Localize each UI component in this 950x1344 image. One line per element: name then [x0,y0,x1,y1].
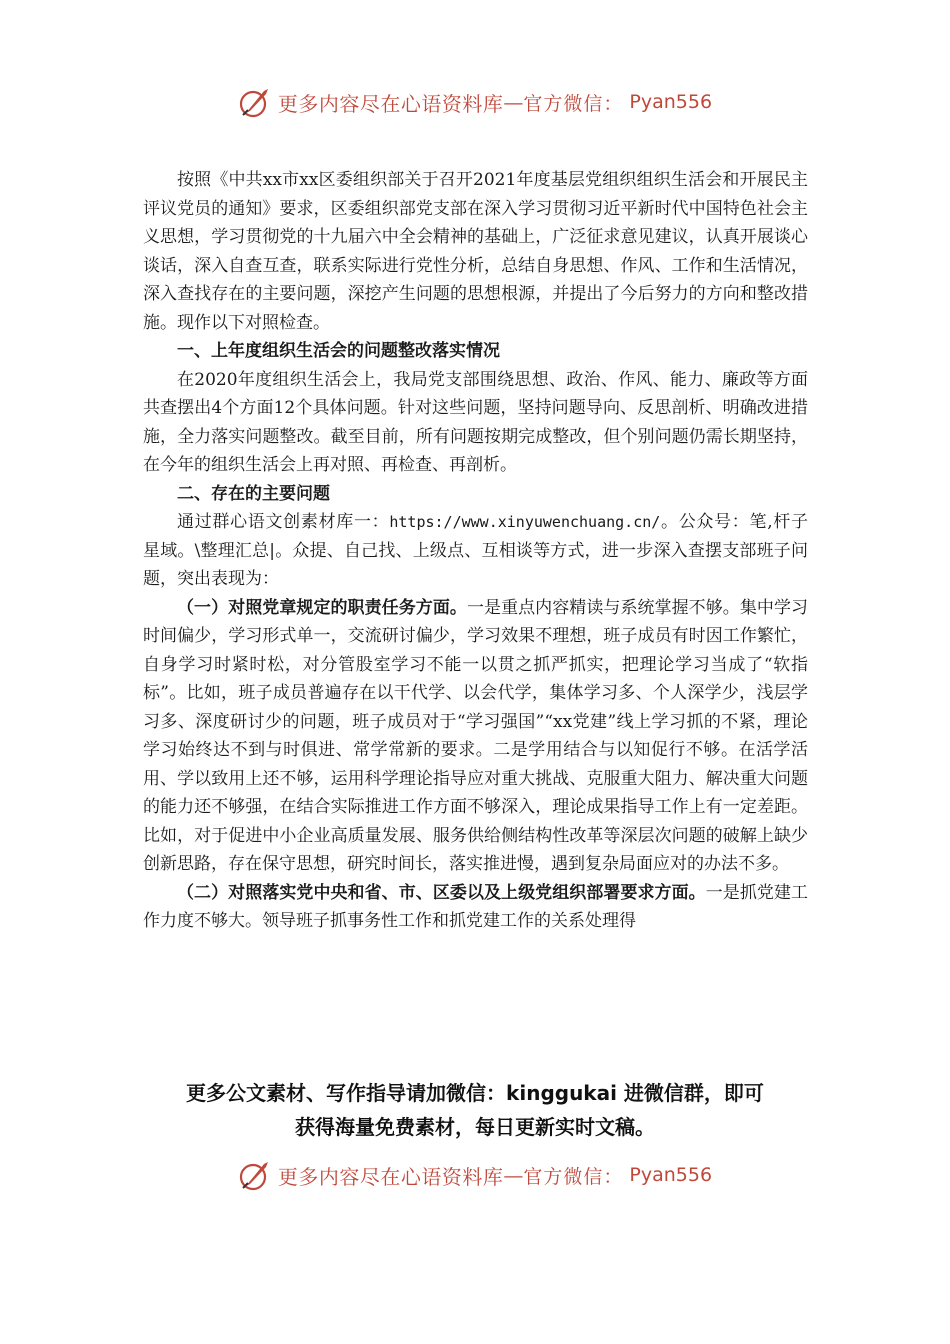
quill-logo-icon [238,1158,272,1192]
source-url: https://www.xinyuwenchuang.cn/ [389,513,661,531]
source-text: 通过群心语文创素材库一： [177,512,390,532]
section-2-paragraph [143,508,808,594]
banner-wechat-label: 官方微信： [523,1165,624,1188]
footer-banner [0,1153,950,1197]
banner-site-name: 更多内容尽在心语资料库 [277,91,504,116]
header-banner [0,80,950,124]
item-2-paragraph [143,879,808,936]
banner-separator: — [503,90,524,114]
section-heading-1: 一、上年度组织生活会的问题整改落实情况 [177,341,500,361]
section-1-paragraph: 在2020年度组织生活会上，我局党支部围绕思想、政治、作风、能力、廉政等方面共查摆出4个方面12个具体问题。针对这些问题，坚持问题导向、反思剖析、明确改进措施，全力落实问题整改。截至目前，所有问题按期完成整改，但个别问题仍需长期坚持，在今年的组织生活会上再对照、再检查、再剖析。 [143,369,808,475]
item-1-title: （一）对照党章规定的职责任务方面。 [177,597,467,618]
source-text-cont: 。公众号：笔,杆子星域。\整理汇总|。众提、自己找、上级点、互相谈等方式，进一步深入查摆支部班子问题，突出表现为： [143,512,808,589]
banner-wechat-id: Pyan556 [629,91,713,113]
document-body [143,166,808,936]
promo-line-1: 更多公文素材、写作指导请加微信：kinggukai 进微信群，即可 [186,1081,764,1105]
banner-site-name: 更多内容尽在心语资料库 [277,1164,504,1189]
item-1-body: 一是重点内容精读与系统掌握不够。集中学习时间偏少，学习形式单一，交流研讨偏少，学习效果不理想，班子成员有时因工作繁忙，自身学习时紧时松，对分管股室学习不能一以贯之抓严抓实，把理论学习当成了“软指标”。比如，班子成员普遍存在以干代学、以会代学，集体学习多、个人深学少，浅层学习多、深度研讨少的问题，班子成员对于“学习强国”“xx党建”线上学习抓的不紧，理论学习始终达不到与时俱进、常学常新的要求。二是学用结合与以知促行不够。在活学活用、学以致用上还不够，运用科学理论指导应对重大挑战、克服重大阻力、解决重大问题的能力还不够强，在结合实际推进工作方面不够深入，理论成果指导工作上有一定差距。比如，对于促进中小企业高质量发展、服务供给侧结构性改革等深层次问题的破解上缺少创新思路，存在保守思想，研究时间长，落实推进慢，遇到复杂局面应对的办法不多。 [143,597,809,874]
section-heading-2: 二、存在的主要问题 [177,483,330,504]
banner-separator: — [503,1163,524,1187]
intro-paragraph: 按照《中共xx市xx区委组织部关于召开2021年度基层党组织组织生活会和开展民主评议党员的通知》要求，区委组织部党支部在深入学习贯彻习近平新时代中国特色社会主义思想，学习贯彻党的十九届六中全会精神的基础上，广泛征求意见建议，认真开展谈心谈话，深入自查互查，联系实际进行党性分析，总结自身思想、作风、工作和生活情况，深入查找存在的主要问题，深挖产生问题的思想根源，并提出了今后努力的方向和整改措施。现作以下对照检查。 [143,170,808,333]
item-2-body: 一是抓党建工作力度不够大。领导班子抓事务性工作和抓党建工作的关系处理得 [143,882,809,931]
quill-logo-icon [238,85,272,119]
item-1-paragraph [143,594,808,879]
banner-wechat-label: 官方微信： [523,92,624,115]
banner-wechat-id: Pyan556 [629,1164,713,1186]
item-2-title: （二）对照落实党中央和省、市、区委以及上级党组织部署要求方面。 [177,882,706,903]
promo-line-2: 获得海量免费素材，每日更新实时文稿。 [295,1115,655,1139]
promo-notice [100,1076,850,1144]
